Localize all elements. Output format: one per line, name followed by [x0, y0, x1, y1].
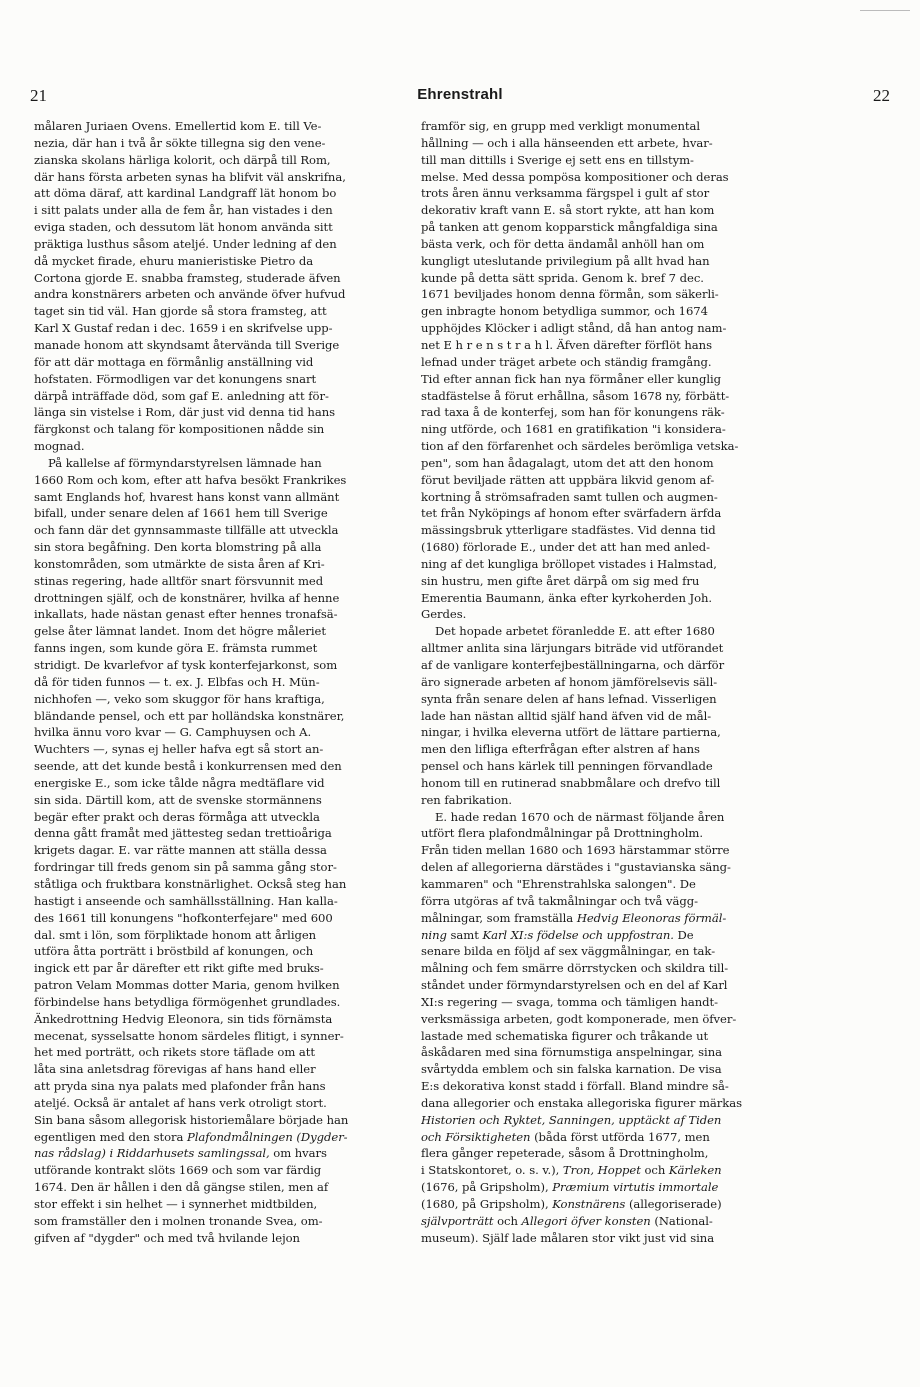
text-line: [421, 943, 808, 960]
text-run: därpå inträffade död, som gaf E. anledning att för-: [34, 388, 329, 403]
text-run: hastigt i anseende och samhällsställning. Han kalla-: [34, 893, 338, 908]
text-line: [421, 270, 808, 287]
text-line: [34, 320, 418, 337]
text-line: [421, 236, 808, 253]
italic-title: Karl XI:s födelse och uppfostran.: [482, 927, 674, 942]
text-line: [34, 202, 418, 219]
text-run: och: [493, 1213, 522, 1228]
italic-title: och Försiktigheten: [421, 1129, 531, 1144]
text-run: samt: [446, 927, 483, 942]
text-line: [34, 977, 418, 994]
text-run: senare bilda en följd af sex väggmålningar, en tak-: [421, 944, 716, 959]
text-run: Tid efter annan fick han nya förmåner eller kunglig: [421, 371, 722, 386]
text-line: [34, 573, 418, 590]
text-line: [34, 489, 418, 506]
text-line: [421, 910, 808, 927]
text-run: bifall, under senare delen af 1661 hem till Sverige: [34, 506, 328, 521]
text-line: [34, 1179, 418, 1196]
text-run: seende, att det kunde bestå i konkurrensen med den: [34, 759, 342, 774]
text-line: [34, 438, 418, 455]
text-run: dekorativ kraft vann E. så stort rykte, att han kom: [421, 203, 715, 218]
text-run: synta från senare delen af hans lefnad. Visserligen: [421, 691, 717, 706]
text-line: [421, 640, 808, 657]
text-run: sin hustru, men gifte året därpå om sig med fru: [421, 573, 700, 588]
text-run: förut beviljade rätten att uppbära likvid genom af-: [421, 472, 715, 487]
text-line: [421, 438, 808, 455]
text-run: 1660 Rom och kom, efter att hafva besökt Frankrikes: [34, 472, 347, 487]
text-line: [421, 286, 808, 303]
text-run: På kallelse af förmyndarstyrelsen lämnade han: [48, 455, 322, 470]
text-line: [34, 522, 418, 539]
text-line: [421, 606, 808, 623]
text-line: [421, 691, 808, 708]
text-run: delen af allegorierna därstädes i "gustavianska säng-: [421, 860, 731, 875]
text-line: [421, 404, 808, 421]
text-run: stinas regering, hade alltför snart försvunnit med: [34, 573, 324, 588]
text-run: Änkedrottning Hedvig Eleonora, sin tids förnämsta: [34, 1011, 333, 1026]
text-run: som framställer den i molnen tronande Svea, om-: [34, 1213, 323, 1228]
text-run: gifven af "dygder" och med två hvilande lejon: [34, 1230, 300, 1245]
text-run: kunde på detta sätt sprida. Genom k. bref 7 dec.: [421, 270, 704, 285]
text-line: [421, 741, 808, 758]
italic-title: Plafondmålningen (Dygder-: [187, 1129, 348, 1144]
text-run: hållning — och i alla hänseenden ett arbete, hvar-: [421, 135, 713, 150]
text-line: [421, 489, 808, 506]
text-run: gelse åter lämnat landet. Inom det högre måleriet: [34, 624, 326, 639]
text-run: 1671 beviljades honom denna förmån, som säkerli-: [421, 287, 719, 302]
text-line: [421, 522, 808, 539]
text-line: [421, 1145, 808, 1162]
text-run: mässingsbruk ytterligare stadfästes. Vid denna tid: [421, 523, 716, 538]
text-line: [421, 859, 808, 876]
text-run: Det hopade arbetet föranledde E. att efter 1680: [435, 624, 715, 639]
text-line: [34, 960, 418, 977]
text-line: [34, 741, 418, 758]
text-run: fordringar till freds genom sin på samma gång stor-: [34, 860, 337, 875]
text-run: pen", som han ådagalagt, utom det att den honom: [421, 455, 714, 470]
running-title: Ehrenstrahl: [417, 86, 503, 103]
text-line: [34, 388, 418, 405]
text-run: andra konstnärers arbeten och använde öfver hufvud: [34, 287, 346, 302]
text-run: (1680, på Gripsholm),: [421, 1197, 553, 1211]
text-line: [421, 505, 808, 522]
text-run: net E h r e n s t r a h l. Äfven därefter förflöt hans: [421, 337, 712, 352]
text-run: att pryda sina nya palats med plafonder från hans: [34, 1079, 326, 1094]
text-run: ningar, i hvilka eleverna utfört de lättare partierna,: [421, 725, 721, 740]
page-header: [30, 86, 890, 108]
text-line: [34, 556, 418, 573]
text-run: förra utgöras af två takmålningar och två vägg-: [421, 893, 698, 908]
text-line: [421, 674, 808, 691]
text-run: tet från Nyköpings af honom efter svärfadern ärfda: [421, 506, 722, 521]
text-line: [34, 943, 418, 960]
text-run: äro signerade arbeten af honom jämförelsevis säll-: [421, 674, 718, 689]
text-line: [421, 1011, 808, 1028]
text-run: förbindelse hans betydliga förmögenhet grundlades.: [34, 994, 341, 1009]
text-column-left: [34, 118, 418, 1247]
text-run: XI:s regering — svaga, tomma och tämligen handt-: [421, 994, 718, 1009]
text-line: [34, 539, 418, 556]
text-run: och: [640, 1163, 669, 1178]
text-line: [421, 825, 808, 842]
text-line: [34, 1213, 418, 1230]
text-line: [34, 1061, 418, 1078]
text-run: melse. Med dessa pompösa kompositioner och deras: [421, 169, 729, 184]
text-line: [34, 623, 418, 640]
text-line: [34, 185, 418, 202]
text-line: [34, 825, 418, 842]
text-run: patron Velam Mommas dotter Maria, genom hvilken: [34, 978, 340, 993]
text-run: hofstaten. Förmodligen var det konungens snart: [34, 371, 317, 386]
text-line: [34, 404, 418, 421]
text-line: [34, 455, 418, 472]
text-run: hvilka ännu voro kvar — G. Camphuysen och A.: [34, 725, 312, 740]
text-run: begär efter prakt och deras förmåga att utveckla: [34, 809, 320, 824]
text-line: [421, 1230, 808, 1247]
text-run: på tanken att genom kopparstick mångfaldiga sina: [421, 220, 718, 235]
text-line: [34, 708, 418, 725]
text-run: mognad.: [34, 439, 85, 454]
italic-title: självporträtt: [421, 1213, 494, 1228]
text-line: [421, 169, 808, 186]
text-line: [421, 1179, 808, 1196]
text-run: dana allegorier och enstaka allegoriska figurer märkas: [421, 1095, 742, 1110]
text-line: [421, 1044, 808, 1061]
text-line: [34, 809, 418, 826]
italic-title: Historien och Ryktet, Sanningen, upptäckt af Tiden: [421, 1112, 722, 1127]
text-run: lefnad under träget arbete och ständig framgång.: [421, 354, 712, 369]
page-number-right: 22: [873, 86, 890, 105]
text-run: rad taxa å de konterfej, som han för konungens räk-: [421, 405, 725, 420]
text-run: (1680) förlorade E., under det att han med anled-: [421, 540, 710, 555]
text-line: [34, 1112, 418, 1129]
text-line: [34, 590, 418, 607]
text-line: [421, 758, 808, 775]
text-run: honom till en rutinerad snabbmålare och drefvo till: [421, 775, 721, 790]
italic-title: nas rådslag) i Riddarhusets samlingssal,: [34, 1146, 270, 1161]
text-run: drottningen själf, och de konstnärer, hvilka af henne: [34, 590, 340, 605]
text-line: [34, 1129, 418, 1146]
text-run: (1676, på Gripsholm),: [421, 1180, 553, 1195]
text-run: åskådaren med sina förnumstiga anspelningar, sina: [421, 1045, 722, 1060]
text-run: om hvars: [269, 1146, 327, 1161]
text-line: [34, 152, 418, 169]
text-run: ståtliga och fruktbara konstnärlighet. Också steg han: [34, 876, 347, 891]
text-line: [421, 539, 808, 556]
text-line: [34, 371, 418, 388]
text-run: lastade med schematiska figurer och tråkande ut: [421, 1028, 709, 1043]
text-line: [421, 1095, 808, 1112]
text-run: E:s dekorativa konst stadd i förfall. Bland mindre så-: [421, 1079, 729, 1094]
text-run: ren fabrikation.: [421, 792, 513, 807]
text-run: Från tiden mellan 1680 och 1693 härstammar större: [421, 843, 730, 858]
italic-title: Konstnärens: [552, 1197, 626, 1211]
text-run: nezia, där han i två år sökte tillegna sig den vene-: [34, 135, 326, 150]
text-line: [421, 724, 808, 741]
text-run: verksmässiga arbeten, godt komponerade, men öfver-: [421, 1011, 737, 1026]
text-run: länga sin vistelse i Rom, där just vid denna tid hans: [34, 405, 336, 420]
text-run: ateljé. Också är antalet af hans verk otroligt stort.: [34, 1095, 327, 1110]
text-line: [421, 388, 808, 405]
text-line: [421, 573, 808, 590]
text-run: sin sida. Därtill kom, att de svenske stormännens: [34, 792, 322, 807]
text-line: [421, 590, 808, 607]
text-line: [34, 135, 418, 152]
italic-title: Kärleken: [668, 1163, 722, 1178]
text-run: låta sina anletsdrag förevigas af hans hand eller: [34, 1062, 316, 1077]
text-line: [34, 337, 418, 354]
text-line: [34, 640, 418, 657]
text-run: kungligt uteslutande privilegium på allt hvad han: [421, 253, 710, 268]
text-line: [421, 842, 808, 859]
text-run: målning och fem smärre dörrstycken och skildra till-: [421, 961, 729, 976]
text-run: att döma däraf, att kardinal Landgraff lät honom bo: [34, 186, 337, 201]
text-line: [34, 1011, 418, 1028]
text-line: [34, 994, 418, 1011]
text-line: [421, 792, 808, 809]
text-line: [421, 421, 808, 438]
text-line: [34, 893, 418, 910]
text-line: [34, 169, 418, 186]
text-run: framför sig, en grupp med verkligt monumental: [421, 119, 701, 133]
text-line: [421, 1028, 808, 1045]
text-line: [421, 1213, 808, 1230]
text-run: Gerdes.: [421, 607, 467, 622]
text-line: [421, 253, 808, 270]
text-run: och fann där det gynnsammaste tillfälle att utveckla: [34, 523, 339, 538]
italic-title: Hedvig Eleonoras förmäl-: [576, 910, 727, 925]
text-line: [34, 219, 418, 236]
text-line: [421, 135, 808, 152]
text-line: [34, 758, 418, 775]
text-line: [421, 320, 808, 337]
text-line: [34, 270, 418, 287]
text-line: [421, 219, 808, 236]
text-line: [34, 606, 418, 623]
text-run: men den lifliga efterfrågan efter alstren af hans: [421, 742, 700, 757]
text-run: bländande pensel, och ett par holländska konstnärer,: [34, 708, 345, 723]
text-line: [34, 1162, 418, 1179]
text-run: Sin bana såsom allegorisk historiemålare började han: [34, 1112, 349, 1127]
text-run: till man dittills i Sverige ej sett ens en tillstym-: [421, 152, 694, 167]
text-line: [34, 354, 418, 371]
text-line: [34, 691, 418, 708]
text-line: [34, 1044, 418, 1061]
text-line: [421, 708, 808, 725]
text-line: [34, 472, 418, 489]
text-line: [421, 927, 808, 944]
text-line: [421, 1112, 808, 1129]
text-line: [421, 1196, 808, 1213]
text-run: mecenat, sysselsatte honom särdeles flitigt, i synner-: [34, 1028, 344, 1043]
text-line: [421, 1078, 808, 1095]
text-run: kortning å strömsafraden samt tullen och augmen-: [421, 489, 718, 504]
text-line: [34, 775, 418, 792]
text-line: [34, 286, 418, 303]
text-run: energiske E., som icke tålde några medtäflare vid: [34, 775, 325, 790]
text-run: i Statskontoret, o. s. v.),: [421, 1163, 563, 1178]
text-run: målaren Juriaen Ovens. Emellertid kom E. till Ve-: [34, 119, 322, 133]
text-line: [421, 556, 808, 573]
text-run: af de vanligare konterfejbeställningarna, och därför: [421, 658, 725, 672]
text-line: [34, 236, 418, 253]
text-run: utförande kontrakt slöts 1669 och som var färdig: [34, 1163, 322, 1178]
text-run: målningar, som framställa: [421, 910, 577, 925]
text-run: i sitt palats under alla de fem år, han vistades i den: [34, 203, 333, 218]
text-run: flera gånger repeterade, såsom å Drottningholm,: [421, 1146, 709, 1161]
text-run: museum). Själf lade målaren stor vikt just vid sina: [421, 1230, 715, 1245]
italic-title: Allegori öfver konsten: [521, 1213, 651, 1228]
text-column-right: [421, 118, 808, 1247]
text-line: [421, 960, 808, 977]
text-run: samt Englands hof, hvarest hans konst vann allmänt: [34, 489, 340, 504]
text-line: [421, 118, 808, 135]
text-run: dal. smt i lön, som förpliktade honom att årligen: [34, 927, 317, 942]
text-run: (allegoriserade): [625, 1197, 722, 1211]
text-run: bästa verk, och för detta ändamål anhöll han om: [421, 236, 705, 251]
text-run: sin stora begåfning. Den korta blomstring på alla: [34, 540, 322, 555]
text-run: (båda först utförda 1677, men: [530, 1129, 710, 1144]
text-run: Emerentia Baumann, änka efter kyrkoherden Joh.: [421, 590, 713, 605]
text-run: inkallats, hade nästan genast efter hennes tronafsä-: [34, 607, 338, 622]
text-run: gen inbragte honom betydliga summor, och 1674: [421, 304, 708, 319]
text-run: tion af den förfarenhet och särdeles berömliga vetska-: [421, 439, 739, 454]
text-run: kammaren" och "Ehrenstrahlska salongen". De: [421, 876, 696, 891]
text-run: utföra åtta porträtt i bröstbild af konungen, och: [34, 944, 314, 959]
text-line: [34, 1078, 418, 1095]
text-run: De: [673, 927, 694, 942]
text-run: konstområden, som utmärkte de sista åren af Kri-: [34, 556, 325, 571]
text-run: svårtydda emblem och sin falska karnation. De visa: [421, 1062, 722, 1077]
scan-edge-mark: [860, 10, 910, 11]
text-run: fanns ingen, som kunde göra E. främsta rummet: [34, 641, 318, 656]
text-run: zianska skolans härliga kolorit, och därpå till Rom,: [34, 152, 331, 167]
page-number-left: 21: [30, 86, 47, 105]
text-run: stridigt. De kvarlefvor af tysk konterfejarkonst, som: [34, 658, 338, 672]
text-line: [34, 421, 418, 438]
text-run: ingick ett par år därefter ett rikt gifte med bruks-: [34, 961, 324, 976]
text-run: Cortona gjorde E. snabba framsteg, studerade äfven: [34, 270, 341, 285]
text-line: [34, 842, 418, 859]
text-line: [34, 1095, 418, 1112]
text-line: [421, 1061, 808, 1078]
text-run: präktiga lusthus såsom ateljé. Under ledning af den: [34, 236, 337, 251]
text-run: eviga staden, och dessutom lät honom använda sitt: [34, 220, 333, 235]
text-run: stor effekt i sin helhet — i synnerhet midtbilden,: [34, 1197, 318, 1211]
text-run: alltmer anlita sina lärjungars biträde vid utförandet: [421, 641, 724, 656]
text-run: då mycket firade, ehuru manieristiske Pietro da: [34, 253, 314, 268]
text-run: taget sin tid väl. Han gjorde så stora framsteg, att: [34, 304, 327, 319]
text-line: [421, 977, 808, 994]
text-run: pensel och hans kärlek till penningen förvandlade: [421, 759, 713, 774]
text-line: [421, 202, 808, 219]
text-run: nichhofen —, veko som skuggor för hans kraftiga,: [34, 691, 325, 706]
text-run: för att där mottaga en förmånlig anställning vid: [34, 354, 314, 369]
text-line: [34, 505, 418, 522]
text-run: trots åren ännu verksamma färgspel i gult af stor: [421, 186, 710, 201]
text-run: där hans första arbeten synas ha blifvit väl anskrifna,: [34, 169, 346, 184]
text-run: lade han nästan alltid själf hand äfven vid de mål-: [421, 708, 712, 723]
text-line: [34, 1230, 418, 1247]
text-line: [421, 623, 808, 640]
text-line: [34, 910, 418, 927]
text-line: [34, 253, 418, 270]
text-run: Wuchters —, synas ej heller hafva egt så stort an-: [34, 742, 324, 757]
text-run: denna gått framåt med jättesteg sedan trettioåriga: [34, 826, 332, 841]
text-run: ning utförde, och 1681 en gratifikation "i konsidera-: [421, 422, 726, 437]
text-line: [421, 185, 808, 202]
text-line: [421, 337, 808, 354]
text-line: [421, 354, 808, 371]
text-run: ning af det kungliga bröllopet vistades i Halmstad,: [421, 556, 717, 571]
text-run: ståndet under förmyndarstyrelsen och en del af Karl: [421, 978, 728, 993]
text-run: krigets dagar. E. var rätte mannen att ställa dessa: [34, 843, 327, 858]
text-run: upphöjdes Klöcker i adligt stånd, då han antog nam-: [421, 321, 727, 336]
text-line: [421, 876, 808, 893]
italic-title: Præmium virtutis immortale: [552, 1180, 719, 1195]
text-run: (National-: [650, 1213, 713, 1228]
text-line: [34, 876, 418, 893]
text-line: [34, 657, 418, 674]
italic-title: ning: [421, 927, 447, 942]
text-run: färgkonst och talang för kompositionen nådde sin: [34, 422, 325, 437]
text-run: då för tiden funnos — t. ex. J. Elbfas och H. Mün-: [34, 674, 320, 689]
text-run: 1674. Den är hållen i den då gängse stilen, men af: [34, 1180, 329, 1195]
text-line: [421, 994, 808, 1011]
text-line: [34, 1145, 418, 1162]
italic-title: Tron, Hoppet: [562, 1163, 641, 1178]
text-line: [421, 657, 808, 674]
text-line: [421, 809, 808, 826]
text-line: [34, 859, 418, 876]
text-line: [34, 674, 418, 691]
text-run: Karl X Gustaf redan i dec. 1659 i en skrifvelse upp-: [34, 321, 333, 336]
text-run: manade honom att skyndsamt återvända till Sverige: [34, 337, 340, 352]
text-run: des 1661 till konungens "hofkonterfejare" med 600: [34, 910, 333, 925]
text-line: [421, 472, 808, 489]
text-line: [421, 775, 808, 792]
text-line: [34, 118, 418, 135]
text-run: egentligen med den stora: [34, 1129, 187, 1144]
text-line: [34, 303, 418, 320]
text-line: [421, 455, 808, 472]
text-line: [421, 371, 808, 388]
text-line: [421, 1129, 808, 1146]
text-line: [421, 152, 808, 169]
text-line: [421, 303, 808, 320]
text-line: [34, 927, 418, 944]
text-line: [34, 724, 418, 741]
text-line: [421, 1162, 808, 1179]
text-line: [34, 792, 418, 809]
text-line: [421, 893, 808, 910]
text-line: [34, 1028, 418, 1045]
text-run: stadfästelse å förut erhållna, såsom 1678 ny, förbätt-: [421, 388, 730, 403]
text-run: utfört flera plafondmålningar på Drottningholm.: [421, 826, 704, 841]
text-line: [34, 1196, 418, 1213]
text-run: E. hade redan 1670 och de närmast följande åren: [435, 809, 725, 824]
text-run: het med porträtt, och rikets store täflade om att: [34, 1045, 316, 1060]
